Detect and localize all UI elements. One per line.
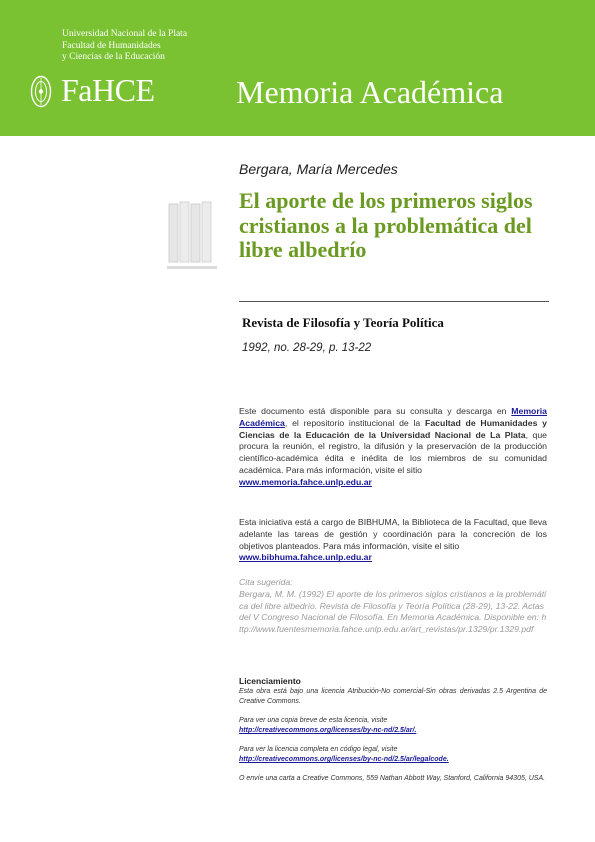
license-copy-link[interactable]: http://creativecommons.org/licenses/by-nc-nd/2.5/ar/. <box>239 727 417 734</box>
availability-text: Este documento está disponible para su consulta y descarga en <box>239 406 507 416</box>
bibhuma-site-link[interactable]: www.bibhuma.fahce.unlp.edu.ar <box>239 552 372 563</box>
memoria-site-link[interactable]: www.memoria.fahce.unlp.edu.ar <box>239 476 372 487</box>
faculty-line: Facultad de Humanidades <box>62 40 161 51</box>
faculty-line-2: y Ciencias de la Educación <box>62 52 165 62</box>
title-divider <box>239 301 549 302</box>
license-copy-text: Para ver una copia breve de esta licencia, visite <box>239 717 388 724</box>
license-full-link[interactable]: http://creativecommons.org/licenses/by-nc-nd/2.5/ar/legalcode. <box>239 756 449 763</box>
citation-text: Bergara, M. M. (1992) El aporte de los primeros siglos cristianos a la problemática del libre albedrío. Revista de Filosofía y Teoría Política (28-29), 13-22. Actas del V Congreso Nacional de Filosofía. En Memoria Académica. Disponible en: http://www.fuentesmemoria.fahce.unlp.edu.ar/art_revistas/pr.1329/pr.1329.pdf <box>239 588 547 635</box>
repository-title: Memoria Académica <box>236 74 504 110</box>
citation-label: Cita sugerida: <box>239 577 293 587</box>
suggested-citation <box>239 577 547 636</box>
document-title: El aporte de los primeros siglos cristianos a la problemática del libre albedrío <box>239 188 533 262</box>
author-name: Bergara, María Mercedes <box>239 161 398 177</box>
license-mail: O envíe una carta a Creative Commons, 559 Nathan Abbott Way, Stanford, California 94305, USA. <box>239 775 546 782</box>
availability-text-3: , que procura la reunión, el registro, la difusión y la preservación de la producción científico-académica édita e inédita de los miembros de su comunidad académica. Para más información, visite el sitio <box>239 429 548 475</box>
availability-paragraph <box>239 406 547 489</box>
bibhuma-paragraph <box>239 517 547 564</box>
fahce-logo: FaHCE <box>61 72 155 108</box>
license-full-text: Para ver la licencia completa en código legal, visite <box>239 746 398 753</box>
license-full <box>239 745 547 765</box>
university-line: Universidad Nacional de la Plata <box>62 29 188 39</box>
license-heading: Licenciamiento <box>239 676 301 686</box>
license-copy <box>239 716 547 736</box>
journal-name: Revista de Filosofía y Teoría Política <box>242 315 444 330</box>
university-name <box>62 29 187 64</box>
university-seal-icon <box>30 75 52 108</box>
bibhuma-text: Esta iniciativa está a cargo de BIBHUMA, la Biblioteca de la Facultad, que lleva adelante las tareas de gestión y coordinación para la concreción de los objetivos planteados. Para más información, visite el sitio <box>239 517 547 551</box>
license-statement: Esta obra está bajo una licencia Atribución-No comercial-Sin obras derivadas 2.5 Argentina de Creative Commons. <box>239 688 547 705</box>
availability-text-2: , el repositorio institucional de la <box>284 417 421 428</box>
faculty-name: Facultad de Humanidades y Ciencias de la Educación de la Universidad Nacional de La Plata <box>239 417 547 440</box>
header-banner <box>0 0 595 136</box>
memoria-academica-link[interactable]: Memoria Académica <box>239 406 547 428</box>
books-logo-icon <box>167 200 217 274</box>
issue-info: 1992, no. 28-29, p. 13-22 <box>242 342 372 354</box>
